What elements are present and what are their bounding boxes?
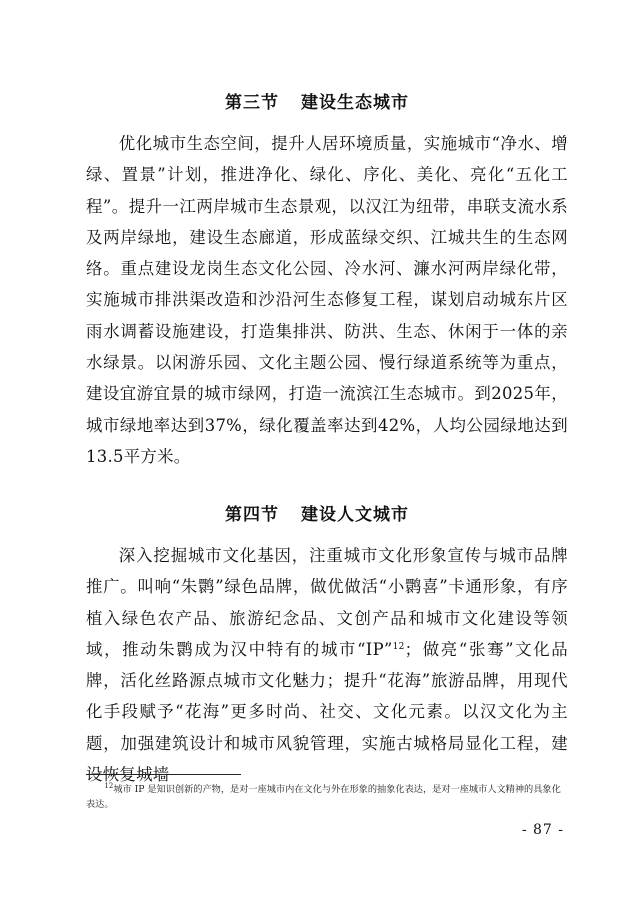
section-3-title: 建设生态城市 [301,93,409,113]
footnote-text: 城市 IP 是知识创新的产物，是对一座城市内在文化与外在形象的抽象化表达，是对一座城市人文精神的具象化表达。 [86,784,561,810]
footnote-divider [86,774,241,775]
footnote-reference[interactable]: 12 [392,641,405,652]
section-3-heading [0,88,634,113]
section-3-paragraph: 优化城市生态空间，提升人居环境质量，实施城市“净水、增绿、置景”计划，推进净化、绿化、序化、美化、亮化“五化工程”。提升一江两岸城市生态景观，以汉江为纽带，串联支流水系及两岸绿地，建设生态廊道，形成蓝绿交织、江城共生的生态网络。重点建设龙岗生态文化公园、冷水河、濂水河两岸绿化带，实施城市排洪渠改造和沙沿河生态修复工程，谋划启动城东片区雨水调蓄设施建设，打造集排洪、防洪、生态、休闲于一体的亲水绿景。以闲游乐园、文化主题公园、慢行绿道系统等为重点，建设宜游宜景的城市绿网，打造一流滨江生态城市。到2025年，城市绿地率达到37%，绿化覆盖率达到42%，人均公园绿地达到13.5平方米。 [86,134,568,466]
footnote-marker: 12 [104,782,114,790]
section-3-number: 第三节 [225,93,279,113]
section-4-heading [0,500,634,525]
footnote [86,782,568,812]
section-4-title: 建设人文城市 [301,505,409,525]
section-4-number: 第四节 [225,505,279,525]
page-number: - 87 - [521,822,564,838]
section-4-paragraph-part1: 深入挖掘城市文化基因，注重城市文化形象宣传与城市品牌推广。叫响“朱鹮”绿色品牌，做优做活“小鹮喜”卡通形象，有序植入绿色农产品、旅游纪念品、文创产品和城市文化建设等领域，推动朱鹮成为汉中特有的城市“IP” [86,546,568,659]
section-4-paragraph [86,540,568,790]
section-4-paragraph-part2: ；做亮“张骞”文化品牌，活化丝路源点城市文化魅力；提升“花海”旅游品牌，用现代化手段赋予“花海”更多时尚、社交、文化元素。以汉文化为主题，加强建筑设计和城市风貌管理，实施古城格局显化工程，建设恢复城墙 [86,639,568,785]
